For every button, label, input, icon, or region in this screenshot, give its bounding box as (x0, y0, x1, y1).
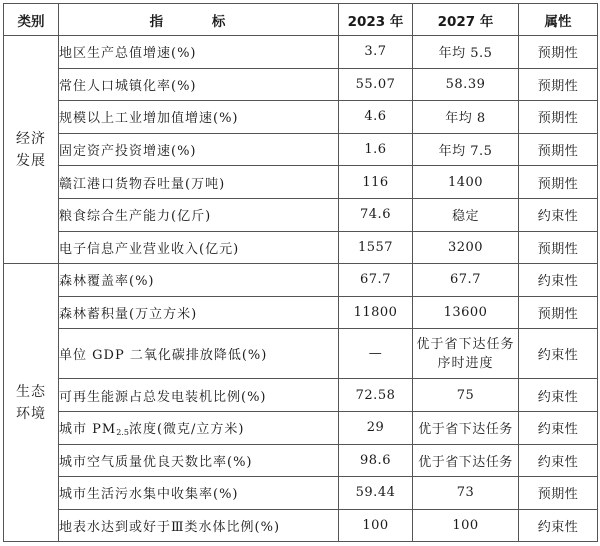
attribute-cell: 预期性 (519, 68, 598, 101)
indicator-name: 城市空气质量优良天数比率(%) (59, 444, 339, 477)
indicator-name: 电子信息产业营业收入(亿元) (59, 231, 339, 264)
table-row (4, 379, 598, 412)
table-row (4, 133, 598, 166)
indicator-name: 粮食综合生产能力(亿斤) (59, 198, 339, 231)
indicator-name: 森林蓄积量(万立方米) (59, 296, 339, 329)
value-2023: 29 (339, 411, 413, 444)
value-2023: 116 (339, 166, 413, 199)
target-2027: 67.7 (413, 264, 519, 297)
target-2027: 优于省下达任务 (413, 411, 519, 444)
target-2027: 58.39 (413, 68, 519, 101)
target-2027: 优于省下达任务 (413, 444, 519, 477)
target-2027: 年均 5.5 (413, 36, 519, 69)
header-indicator: 指 标 (59, 4, 339, 36)
value-2023: 4.6 (339, 101, 413, 134)
target-2027: 13600 (413, 296, 519, 329)
value-2023: — (339, 329, 413, 379)
table-row (4, 166, 598, 199)
attribute-cell: 约束性 (519, 198, 598, 231)
category-label-line: 生态 (16, 383, 46, 400)
header-year-2027: 2027 年 (413, 4, 519, 36)
category-label-line: 环境 (16, 405, 46, 422)
value-2023: 55.07 (339, 68, 413, 101)
category-label-line: 经济 (16, 130, 46, 147)
table-row (4, 329, 598, 379)
attribute-cell: 预期性 (519, 166, 598, 199)
attribute-cell: 约束性 (519, 509, 598, 542)
table-row (4, 36, 598, 69)
target-2027: 75 (413, 379, 519, 412)
attribute-cell: 预期性 (519, 133, 598, 166)
table-row (4, 411, 598, 444)
header-year-2023: 2023 年 (339, 4, 413, 36)
table-row (4, 264, 598, 297)
target-2027: 1400 (413, 166, 519, 199)
target-2027: 年均 8 (413, 101, 519, 134)
indicator-name: 森林覆盖率(%) (59, 264, 339, 297)
table-row (4, 477, 598, 510)
indicator-name (59, 411, 339, 444)
value-2023: 11800 (339, 296, 413, 329)
indicator-name: 常住人口城镇化率(%) (59, 68, 339, 101)
attribute-cell: 预期性 (519, 36, 598, 69)
indicator-table-container (3, 3, 598, 542)
attribute-cell: 约束性 (519, 329, 598, 379)
attribute-cell: 约束性 (519, 444, 598, 477)
indicator-name-subscript: 2.5 (116, 428, 129, 438)
indicator-table (3, 3, 598, 542)
value-2023: 67.7 (339, 264, 413, 297)
table-row (4, 198, 598, 231)
value-2023: 72.58 (339, 379, 413, 412)
indicator-name-pre: 城市 PM (59, 422, 117, 438)
value-2023: 3.7 (339, 36, 413, 69)
value-2023: 100 (339, 509, 413, 542)
table-row (4, 296, 598, 329)
target-2027: 3200 (413, 231, 519, 264)
header-row (4, 4, 598, 36)
attribute-cell: 预期性 (519, 101, 598, 134)
category-economic (4, 36, 59, 264)
indicator-name: 地表水达到或好于Ⅲ类水体比例(%) (59, 509, 339, 542)
indicator-name: 地区生产总值增速(%) (59, 36, 339, 69)
attribute-cell: 预期性 (519, 477, 598, 510)
table-row (4, 68, 598, 101)
category-label-line: 发展 (16, 152, 46, 169)
category-ecological (4, 264, 59, 542)
target-2027: 73 (413, 477, 519, 510)
indicator-name-post: 浓度(微克/立方米) (128, 422, 245, 438)
table-row (4, 444, 598, 477)
indicator-name: 赣江港口货物吞吐量(万吨) (59, 166, 339, 199)
value-2023: 1557 (339, 231, 413, 264)
target-2027: 稳定 (413, 198, 519, 231)
attribute-cell: 预期性 (519, 296, 598, 329)
attribute-cell: 约束性 (519, 264, 598, 297)
attribute-cell: 预期性 (519, 231, 598, 264)
indicator-name: 城市生活污水集中收集率(%) (59, 477, 339, 510)
target-2027: 年均 7.5 (413, 133, 519, 166)
target-2027: 100 (413, 509, 519, 542)
table-row (4, 231, 598, 264)
table-row (4, 101, 598, 134)
value-2023: 98.6 (339, 444, 413, 477)
indicator-name: 单位 GDP 二氧化碳排放降低(%) (59, 329, 339, 379)
header-attribute: 属性 (519, 4, 598, 36)
value-2023: 1.6 (339, 133, 413, 166)
header-category: 类别 (4, 4, 59, 36)
indicator-name: 可再生能源占总发电装机比例(%) (59, 379, 339, 412)
indicator-name: 固定资产投资增速(%) (59, 133, 339, 166)
indicator-name: 规模以上工业增加值增速(%) (59, 101, 339, 134)
attribute-cell: 约束性 (519, 411, 598, 444)
attribute-cell: 约束性 (519, 379, 598, 412)
value-2023: 59.44 (339, 477, 413, 510)
value-2023: 74.6 (339, 198, 413, 231)
table-row (4, 509, 598, 542)
target-2027: 优于省下达任务序时进度 (413, 329, 519, 379)
